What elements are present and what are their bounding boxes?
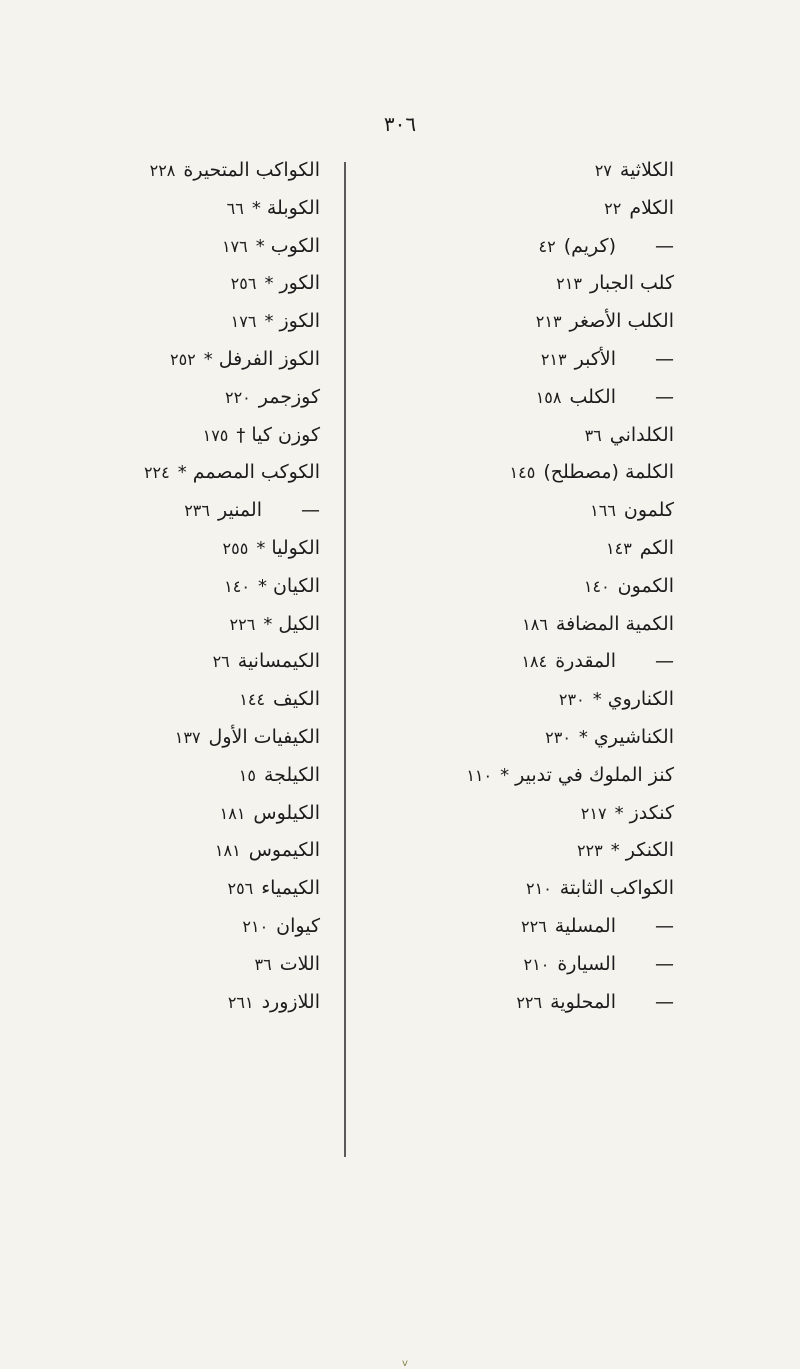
index-entry — [20, 152, 320, 190]
index-entry — [20, 417, 320, 455]
ditto-dash: — — [655, 952, 674, 975]
index-term: الكناروي — [607, 688, 674, 711]
page-reference: ١٥ — [238, 765, 256, 785]
page-reference: ٢٢٦ — [516, 992, 543, 1012]
index-term: المقدرة — [555, 650, 616, 673]
index-term: الكم — [639, 536, 674, 559]
index-term: الكلداني — [609, 423, 674, 446]
page-reference: ٦٦ — [226, 198, 244, 218]
index-entry — [20, 568, 320, 606]
page-reference: ٢١٣ — [556, 274, 582, 294]
index-entry — [374, 946, 674, 984]
index-entry — [374, 303, 674, 341]
page-reference: ٢٣٠ — [545, 727, 571, 747]
page-reference: ٢٢٦ — [229, 614, 256, 634]
index-term: الكلام — [629, 196, 674, 219]
index-entry — [374, 152, 674, 190]
ditto-dash: — — [655, 650, 674, 673]
page-reference: ٢٥٦ — [230, 274, 257, 294]
index-entry — [20, 606, 320, 644]
stray-mark: v — [402, 1358, 408, 1369]
asterisk-mark: * — [610, 840, 620, 862]
index-entry — [374, 795, 674, 833]
page-reference: ٢٥٥ — [222, 538, 249, 558]
asterisk-mark: * — [256, 537, 266, 559]
dagger-mark: † — [236, 424, 246, 446]
index-term: (كريم) — [563, 234, 616, 257]
index-entry — [20, 984, 320, 1022]
index-entry — [20, 228, 320, 266]
asterisk-mark: * — [500, 764, 510, 786]
index-entry — [20, 265, 320, 303]
index-entry — [374, 228, 674, 266]
page-reference: ١٤٥ — [509, 463, 536, 483]
page-reference: ١٦٦ — [590, 501, 616, 521]
index-term: الكيان — [272, 574, 320, 597]
column-divider — [344, 162, 346, 1157]
index-term: اللات — [279, 952, 320, 975]
page-reference: ٣٦ — [584, 425, 602, 445]
page-reference: ١٨١ — [219, 803, 246, 823]
page-reference: ١٤٠ — [224, 576, 250, 596]
index-entry — [20, 454, 320, 492]
index-term: الكنكر — [625, 839, 674, 862]
index-entry — [374, 606, 674, 644]
asterisk-mark: * — [177, 462, 187, 484]
index-term: كنز الملوك في تدبير — [515, 763, 674, 786]
index-entry — [20, 832, 320, 870]
index-entry — [374, 190, 674, 228]
index-entry — [20, 190, 320, 228]
page-reference: ٢٦ — [212, 652, 230, 672]
index-term: الكور — [279, 272, 320, 295]
index-term: الكواكب الثابتة — [559, 877, 674, 900]
index-term: الكمية المضافة — [555, 612, 674, 635]
index-entry — [374, 719, 674, 757]
page-reference: ٢٢٦ — [521, 916, 547, 936]
index-term: كوزن كيا — [251, 423, 320, 446]
page-reference: ٢٢٠ — [224, 387, 251, 407]
index-term: الكيلجة — [263, 763, 320, 786]
index-term: السيارة — [557, 952, 616, 975]
page-reference: ٢١٠ — [526, 879, 552, 899]
index-entry — [374, 454, 674, 492]
index-entry — [374, 681, 674, 719]
index-term: الكوب — [270, 234, 320, 257]
page-reference: ١٤٠ — [583, 576, 610, 596]
index-term: الكناشيري — [593, 725, 674, 748]
page-reference: ٢١٠ — [523, 954, 550, 974]
page-reference: ١٤٣ — [606, 538, 632, 558]
index-term: الكيلوس — [253, 801, 320, 824]
page-reference: ٢٧ — [594, 161, 612, 180]
index-entry — [20, 303, 320, 341]
index-term: الكوز الفرفل — [218, 347, 320, 370]
index-entry — [374, 984, 674, 1022]
index-term: الكيل — [278, 612, 320, 635]
left-index-column — [20, 152, 320, 1021]
index-term: الكمون — [617, 574, 674, 597]
index-entry — [20, 946, 320, 984]
index-term: المحلوية — [550, 990, 616, 1013]
index-term: الأكبر — [574, 347, 616, 370]
page-reference: ٤٢ — [538, 236, 556, 256]
index-term: المنير — [217, 499, 262, 522]
asterisk-mark: * — [578, 726, 588, 748]
page-reference: ٢٦١ — [227, 992, 254, 1012]
index-term: الكيف — [273, 688, 320, 711]
page-reference: ١٣٧ — [174, 727, 201, 747]
ditto-dash: — — [655, 914, 674, 937]
page-reference: ٢٥٦ — [227, 879, 254, 899]
index-term: الكواكب المتحيرة — [183, 159, 320, 181]
index-term: الكوز — [279, 310, 320, 333]
index-entry — [374, 757, 674, 795]
index-entry — [20, 870, 320, 908]
asterisk-mark: * — [592, 689, 602, 711]
index-term: اللازورد — [261, 990, 320, 1013]
index-term: الكلاثية — [619, 159, 674, 181]
index-term: كوزجمر — [258, 385, 320, 408]
index-term: الكلب الأصغر — [569, 310, 674, 333]
index-entry — [374, 417, 674, 455]
page-reference: ١٨٦ — [522, 614, 548, 634]
page-reference: ١٨٤ — [521, 652, 548, 672]
ditto-dash: — — [655, 234, 674, 257]
ditto-dash: — — [301, 499, 320, 522]
index-entry — [374, 265, 674, 303]
index-entry — [20, 643, 320, 681]
page-reference: ٢٣٠ — [558, 690, 585, 710]
page-reference: ١٧٥ — [202, 425, 229, 445]
asterisk-mark: * — [263, 613, 273, 635]
index-entry — [20, 681, 320, 719]
page-reference: ١٧٦ — [230, 312, 257, 332]
index-term: كلب الجبار — [589, 272, 674, 295]
page-reference: ٢٢٣ — [576, 841, 603, 861]
index-term: الكلمة (مصطلح) — [543, 461, 674, 484]
index-term: الكوكب المصمم — [192, 461, 320, 484]
asterisk-mark: * — [257, 575, 267, 597]
index-entry — [20, 757, 320, 795]
index-entry — [374, 832, 674, 870]
index-term: الكيمسانية — [237, 650, 320, 673]
index-term: الكيموس — [248, 839, 320, 862]
index-entry — [374, 908, 674, 946]
page-reference: ٢٥٢ — [169, 349, 196, 369]
index-term: كيوان — [276, 914, 320, 937]
page-reference: ١٨١ — [214, 841, 241, 861]
page-reference: ٢١٣ — [535, 312, 562, 332]
ditto-dash: — — [655, 385, 674, 408]
asterisk-mark: * — [203, 348, 213, 370]
index-term: الكيمياء — [261, 877, 320, 900]
ditto-dash: — — [655, 990, 674, 1013]
asterisk-mark: * — [251, 197, 261, 219]
index-term: المسلية — [554, 914, 616, 937]
asterisk-mark: * — [255, 235, 265, 257]
index-term: كلمون — [623, 499, 674, 522]
index-entry — [374, 379, 674, 417]
index-entry — [374, 870, 674, 908]
index-term: الكلب — [569, 385, 616, 408]
right-index-column — [374, 152, 674, 1021]
index-entry — [20, 492, 320, 530]
index-entry — [20, 379, 320, 417]
page-number: ٣٠٦ — [383, 112, 417, 136]
page-reference: ٢٢٨ — [149, 161, 176, 180]
page-reference: ٢١٣ — [540, 349, 567, 369]
index-entry — [374, 643, 674, 681]
asterisk-mark: * — [614, 802, 624, 824]
asterisk-mark: * — [264, 311, 274, 333]
index-entry — [374, 492, 674, 530]
page-reference: ٢٢٤ — [143, 463, 170, 483]
index-term: الكيفيات الأول — [208, 725, 320, 748]
page-reference: ٢١٧ — [580, 803, 607, 823]
index-term: الكوبلة — [266, 196, 320, 219]
index-term: كنكدز — [629, 801, 674, 824]
index-entry — [20, 908, 320, 946]
index-entry — [20, 530, 320, 568]
page-reference: ١٧٦ — [221, 236, 248, 256]
page-reference: ٢١٠ — [242, 916, 269, 936]
index-entry — [20, 341, 320, 379]
page-reference: ٢٢ — [604, 198, 622, 218]
asterisk-mark: * — [264, 273, 274, 295]
index-term: الكوليا — [271, 536, 320, 559]
page-reference: ١٤٤ — [239, 690, 266, 710]
index-entry — [374, 530, 674, 568]
page-reference: ١٥٨ — [535, 387, 562, 407]
page-reference: ٢٣٦ — [184, 501, 210, 521]
index-entry — [20, 719, 320, 757]
page-reference: ١١٠ — [466, 765, 493, 785]
ditto-dash: — — [655, 347, 674, 370]
index-entry — [20, 795, 320, 833]
index-entry — [374, 341, 674, 379]
index-entry — [374, 568, 674, 606]
page-reference: ٣٦ — [254, 954, 272, 974]
